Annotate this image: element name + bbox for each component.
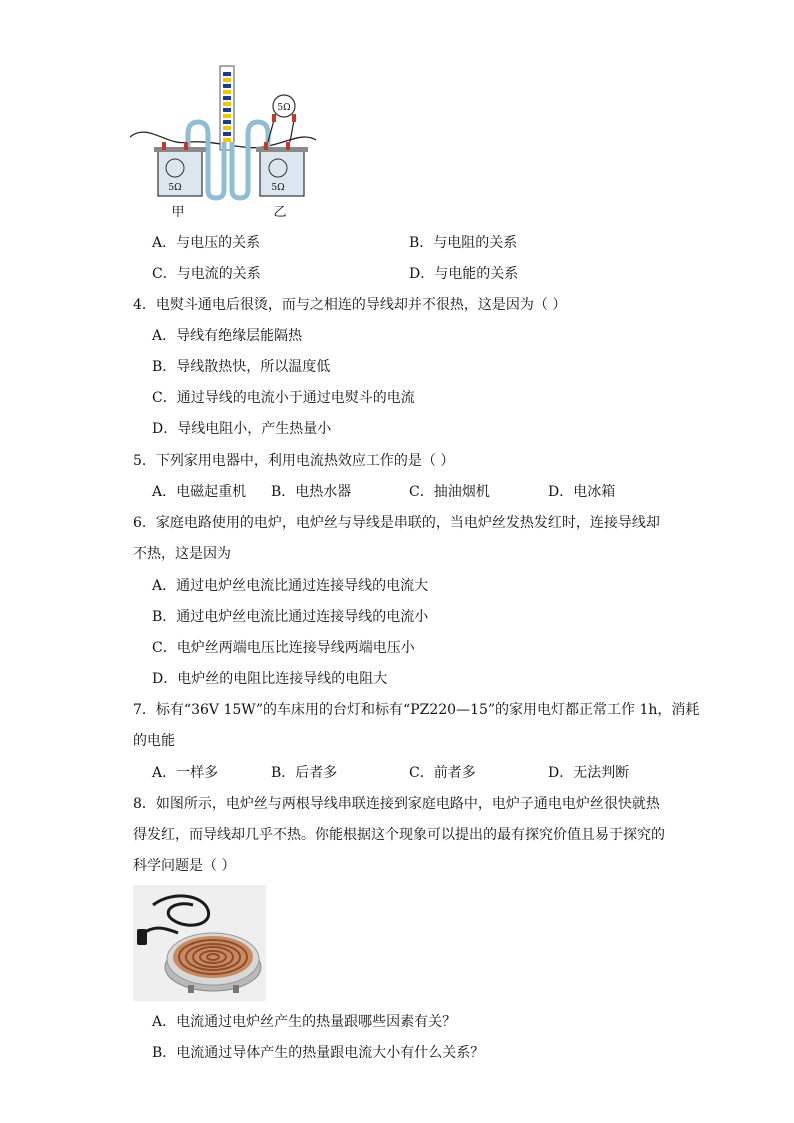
q4-stem: 4．电熨斗通电后很烫，而与之相连的导线却并不很热，这是因为（ ）: [133, 297, 567, 313]
q6-option-d: D．电炉丝的电阻比连接导线的电阻大: [152, 671, 388, 687]
q7-stem-line1: 7．标有“36V 15W”的车床用的台灯和标有“PZ220—15”的家用电灯都正常工作 1h，消耗: [133, 702, 700, 718]
q8-option-b: B．电流通过导体产生的热量跟电流大小有什么关系？: [152, 1045, 485, 1061]
q8-stem-line1: 8．如图所示，电炉丝与两根导线串联连接到家庭电路中，电炉子通电电炉丝很快就热: [133, 796, 660, 812]
q5-option-b: B．电热水器: [271, 484, 352, 500]
q6-option-b: B．通过电炉丝电流比通过连接导线的电流小: [152, 609, 429, 625]
container-label-yi: 乙: [273, 205, 287, 220]
q8-option-a: A．电流通过电炉丝产生的热量跟哪些因素有关？: [152, 1014, 457, 1030]
q5-option-a: A．电磁起重机: [152, 484, 247, 500]
joule-heat-apparatus-figure: [128, 62, 318, 222]
q7-option-d: D．无法判断: [548, 765, 630, 781]
q5-option-c: C．抽油烟机: [409, 484, 490, 500]
q4-option-d: D．导线电阻小，产生热量小: [152, 421, 332, 437]
resistor-right-label: 5Ω: [271, 183, 285, 193]
q5-option-d: D．电冰箱: [548, 484, 616, 500]
q6-option-c: C．电炉丝两端电压比连接导线两端电压小: [152, 640, 415, 656]
q3-option-d: D．与电能的关系: [409, 266, 519, 282]
q3-option-c: C．与电流的关系: [152, 266, 261, 282]
q7-stem-line2: 的电能: [133, 733, 175, 749]
q7-option-a: A．一样多: [152, 765, 219, 781]
q3-option-b: B．与电阻的关系: [409, 235, 518, 251]
q6-stem-line1: 6．家庭电路使用的电炉，电炉丝与导线是串联的，当电炉丝发热发红时，连接导线却: [133, 515, 660, 531]
q4-option-c: C．通过导线的电流小于通过电熨斗的电流: [152, 390, 415, 406]
resistor-parallel-label: 5Ω: [277, 103, 291, 113]
q8-stem-line2: 得发红，而导线却几乎不热。你能根据这个现象可以提出的最有探究价值且易于探究的: [133, 827, 665, 843]
q8-stem-line3: 科学问题是（ ）: [133, 858, 236, 874]
q4-option-a: A．导线有绝缘层能隔热: [152, 328, 303, 344]
q6-option-a: A．通过电炉丝电流比通过连接导线的电流大: [152, 578, 429, 594]
q7-option-c: C．前者多: [409, 765, 476, 781]
electric-stove-photo: [133, 885, 266, 1001]
q7-option-b: B．后者多: [271, 765, 338, 781]
q4-option-b: B．导线散热快，所以温度低: [152, 359, 331, 375]
container-label-jia: 甲: [171, 205, 185, 220]
q6-stem-line2: 不热，这是因为: [133, 546, 231, 562]
q3-option-a: A．与电压的关系: [152, 235, 261, 251]
q5-stem: 5．下列家用电器中，利用电流热效应工作的是（ ）: [133, 453, 455, 469]
resistor-left-label: 5Ω: [168, 183, 182, 193]
